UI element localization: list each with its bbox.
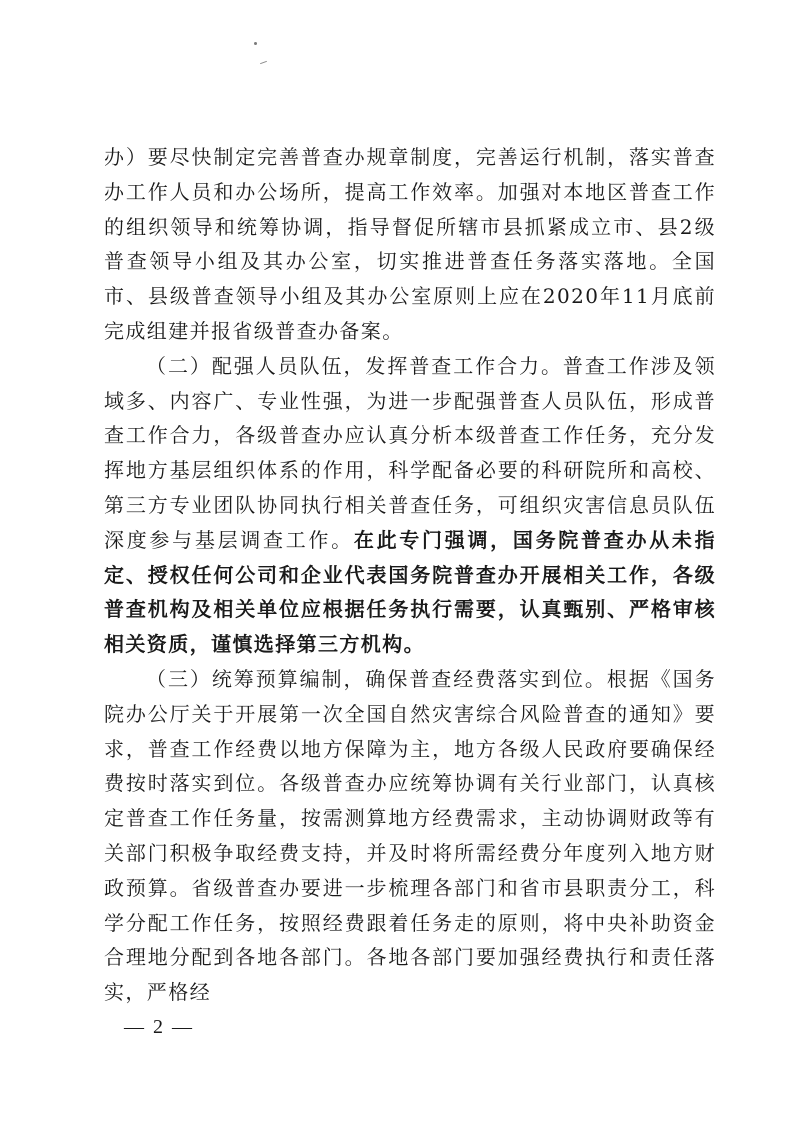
paragraph-2	[104, 349, 716, 662]
paragraph-3	[104, 662, 716, 1010]
page-number: — 2 —	[124, 1016, 194, 1038]
body-text	[104, 140, 716, 1010]
paragraph-1-text: 办）要尽快制定完善普查办规章制度，完善运行机制，落实普查办工作人员和办公场所，提高工作效率。加强对本地区普查工作的组织领导和统筹协调，指导督促所辖市县抓紧成立市、县2级普查领导小组及其办公室，切实推进普查任务落实落地。全国市、县级普查领导小组及其办公室原则上应在2020年11月底前完成组建并报省级普查办备案。	[104, 145, 716, 343]
section-heading-2: （二）配强人员队伍，发挥普查工作合力。	[146, 353, 563, 378]
paragraph-2-emphasis: 在此专门强调，国务院普查办从未指定、授权任何公司和企业代表国务院普查办开展相关工作，各级普查机构及相关单位应根据任务执行需要，认真甄别、严格审核相关资质，谨慎选择第三方机构。	[104, 527, 716, 657]
paragraph-1	[104, 140, 716, 349]
scan-speck	[254, 42, 257, 45]
section-heading-3: （三）统筹预算编制，确保普查经费落实到位。	[146, 666, 607, 691]
scan-mark	[260, 61, 267, 64]
paragraph-3-body: 根据《国务院办公厅关于开展第一次全国自然灾害综合风险普查的通知》要求，普查工作经费以地方保障为主，地方各级人民政府要确保经费按时落实到位。各级普查办应统筹协调有关行业部门，认真核定普查工作任务量，按需测算地方经费需求，主动协调财政等有关部门积极争取经费支持，并及时将所需经费分年度列入地方财政预算。省级普查办要进一步梳理各部门和省市县职责分工，科学分配工作任务，按照经费跟着任务走的原则，将中央补助资金合理地分配到各地各部门。各地各部门要加强经费执行和责任落实，严格经	[104, 666, 717, 1005]
paragraph-2-body: 普查工作涉及领域多、内容广、专业性强，为进一步配强普查人员队伍，形成普查工作合力，各级普查办应认真分析本级普查工作任务，充分发挥地方基层组织体系的作用，科学配备必要的科研院所和高校、第三方专业团队协同执行相关普查任务，可组织灾害信息员队伍深度参与基层调查工作。	[104, 353, 716, 552]
